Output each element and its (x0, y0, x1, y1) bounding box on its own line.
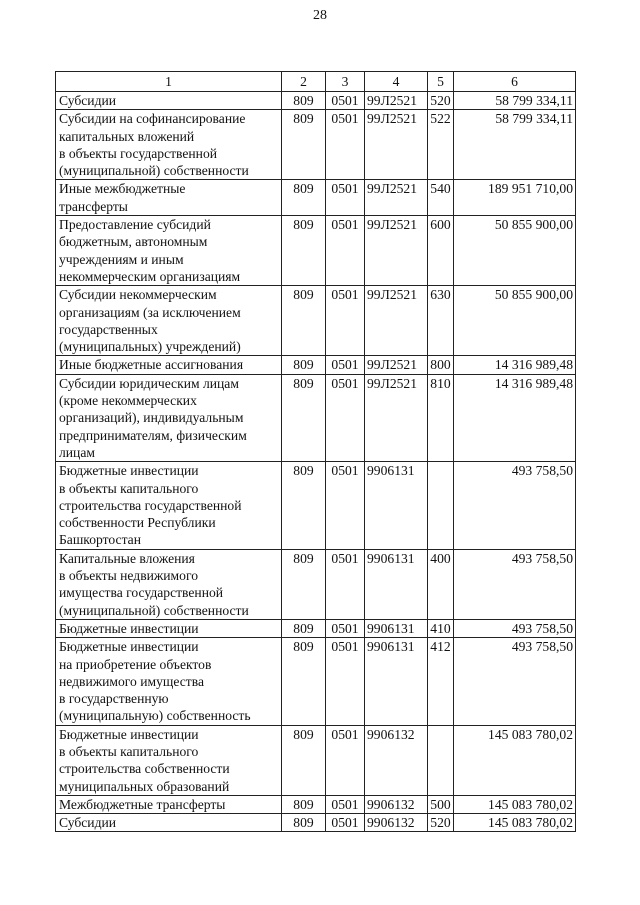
expense-name-line: в государственную (59, 691, 169, 707)
amount: 493 758,50 (454, 619, 576, 637)
amount: 14 316 989,48 (454, 374, 576, 461)
amount: 145 083 780,02 (454, 725, 576, 795)
amount: 493 758,50 (454, 638, 576, 725)
expense-name-line: Субсидии юридическим лицам (59, 375, 239, 391)
expense-name-line: Субсидии на софинансирование (59, 111, 246, 127)
expense-name-line: капитальных вложений (59, 128, 195, 144)
expense-type-code: 520 (428, 92, 454, 110)
expense-type-code: 400 (428, 549, 454, 619)
target-article-code: 9906131 (365, 462, 428, 549)
target-article-code: 99Л2521 (365, 216, 428, 286)
department-code: 809 (282, 356, 326, 374)
expense-name-line: Бюджетные инвестиции (59, 639, 199, 655)
amount: 14 316 989,48 (454, 356, 576, 374)
expense-name-line: строительства собственности (59, 761, 230, 777)
expense-type-code: 810 (428, 374, 454, 461)
amount: 50 855 900,00 (454, 216, 576, 286)
table-row (56, 619, 576, 637)
expense-type-code: 520 (428, 814, 454, 832)
department-code: 809 (282, 549, 326, 619)
header-name: 1 (56, 72, 282, 92)
table-row (56, 549, 576, 619)
section-code: 0501 (326, 286, 365, 356)
amount: 145 083 780,02 (454, 814, 576, 832)
expense-name (56, 92, 282, 110)
department-code: 809 (282, 286, 326, 356)
amount: 50 855 900,00 (454, 286, 576, 356)
expense-name-line: в объекты недвижимого (59, 568, 198, 584)
amount: 58 799 334,11 (454, 110, 576, 180)
expense-name (56, 110, 282, 180)
expense-name-line: некоммерческим организациям (59, 268, 241, 284)
expense-name-line: недвижимого имущества (59, 673, 204, 689)
target-article-code: 9906131 (365, 549, 428, 619)
expense-name (56, 619, 282, 637)
expense-name-line: строительства государственной (59, 497, 242, 513)
table-body (56, 92, 576, 832)
expense-name-line: в объекты капитального (59, 480, 199, 496)
target-article-code: 99Л2521 (365, 180, 428, 216)
header-cs: 4 (365, 72, 428, 92)
department-code: 809 (282, 638, 326, 725)
target-article-code: 99Л2521 (365, 110, 428, 180)
expense-name-line: организаций), индивидуальным (59, 410, 244, 426)
expense-name-line: Субсидии (59, 93, 117, 108)
page-number: 28 (313, 8, 327, 23)
section-code: 0501 (326, 814, 365, 832)
expense-name (56, 356, 282, 374)
expense-type-code: 540 (428, 180, 454, 216)
target-article-code: 9906131 (365, 638, 428, 725)
table-row (56, 374, 576, 461)
expense-name-line: Башкортостан (59, 532, 141, 548)
target-article-code: 99Л2521 (365, 374, 428, 461)
expense-name (56, 795, 282, 813)
expense-name-line: (муниципальную) собственность (59, 708, 251, 724)
amount: 493 758,50 (454, 462, 576, 549)
table-row (56, 795, 576, 813)
expense-name-line: Иные бюджетные ассигнования (59, 357, 244, 373)
expense-name-line: на приобретение объектов (59, 656, 212, 672)
amount: 58 799 334,11 (454, 92, 576, 110)
department-code: 809 (282, 92, 326, 110)
expense-name (56, 180, 282, 216)
expense-type-code (428, 725, 454, 795)
expense-name (56, 725, 282, 795)
table-row (56, 814, 576, 832)
expense-type-code: 630 (428, 286, 454, 356)
section-code: 0501 (326, 725, 365, 795)
table-row (56, 92, 576, 110)
department-code: 809 (282, 725, 326, 795)
expense-name-line: (муниципальной) собственности (59, 602, 249, 618)
expense-type-code: 500 (428, 795, 454, 813)
table-row (56, 180, 576, 216)
expense-name-line: (муниципальной) собственности (59, 163, 249, 179)
department-code: 809 (282, 795, 326, 813)
header-row (56, 72, 576, 92)
expense-name-line: Капитальные вложения (59, 550, 195, 566)
expense-name-line: предпринимателям, физическим (59, 427, 247, 443)
section-code: 0501 (326, 619, 365, 637)
expense-name (56, 286, 282, 356)
expense-name-line: учреждениям и иным (59, 251, 184, 267)
section-code: 0501 (326, 549, 365, 619)
budget-table (55, 71, 576, 832)
expense-name-line: в объекты капитального (59, 743, 199, 759)
target-article-code: 9906132 (365, 814, 428, 832)
table-row (56, 110, 576, 180)
expense-name-line: Бюджетные инвестиции (59, 620, 199, 636)
expense-name (56, 549, 282, 619)
expense-type-code: 600 (428, 216, 454, 286)
table-row (56, 356, 576, 374)
expense-type-code: 410 (428, 619, 454, 637)
target-article-code: 9906132 (365, 725, 428, 795)
section-code: 0501 (326, 795, 365, 813)
expense-name-line: Бюджетные инвестиции (59, 726, 199, 742)
expense-name-line: трансферты (59, 198, 128, 214)
expense-name-line: Субсидии некоммерческим (59, 287, 217, 303)
expense-name-line: бюджетным, автономным (59, 234, 208, 250)
section-code: 0501 (326, 374, 365, 461)
amount: 493 758,50 (454, 549, 576, 619)
table-row (56, 462, 576, 549)
section-code: 0501 (326, 462, 365, 549)
expense-name-line: Субсидии (59, 815, 117, 831)
header-rz: 3 (326, 72, 365, 92)
section-code: 0501 (326, 180, 365, 216)
amount: 145 083 780,02 (454, 795, 576, 813)
expense-name-line: муниципальных образований (59, 778, 230, 794)
expense-name-line: в объекты государственной (59, 145, 218, 161)
expense-name-line: имущества государственной (59, 585, 224, 601)
target-article-code: 99Л2521 (365, 356, 428, 374)
expense-name-line: организациям (за исключением (59, 304, 241, 320)
section-code: 0501 (326, 92, 365, 110)
expense-type-code: 522 (428, 110, 454, 180)
expense-type-code: 412 (428, 638, 454, 725)
expense-name-line: Иные межбюджетные (59, 181, 186, 197)
header-vr: 5 (428, 72, 454, 92)
section-code: 0501 (326, 638, 365, 725)
department-code: 809 (282, 619, 326, 637)
table-row (56, 216, 576, 286)
expense-type-code (428, 462, 454, 549)
expense-name (56, 462, 282, 549)
department-code: 809 (282, 374, 326, 461)
header-ved: 2 (282, 72, 326, 92)
section-code: 0501 (326, 110, 365, 180)
department-code: 809 (282, 814, 326, 832)
department-code: 809 (282, 216, 326, 286)
expense-name-line: Бюджетные инвестиции (59, 463, 199, 479)
target-article-code: 9906132 (365, 795, 428, 813)
expense-type-code: 800 (428, 356, 454, 374)
amount: 189 951 710,00 (454, 180, 576, 216)
table-row (56, 286, 576, 356)
department-code: 809 (282, 180, 326, 216)
table-row (56, 638, 576, 725)
expense-name-line: (муниципальных) учреждений) (59, 339, 241, 355)
expense-name (56, 216, 282, 286)
department-code: 809 (282, 110, 326, 180)
expense-name (56, 638, 282, 725)
target-article-code: 9906131 (365, 619, 428, 637)
expense-name (56, 814, 282, 832)
expense-name-line: лицам (59, 444, 95, 460)
target-article-code: 99Л2521 (365, 92, 428, 110)
expense-name-line: (кроме некоммерческих (59, 393, 197, 409)
expense-name-line: государственных (59, 321, 158, 337)
expense-name-line: Межбюджетные трансферты (59, 796, 226, 812)
section-code: 0501 (326, 216, 365, 286)
header-sum: 6 (454, 72, 576, 92)
target-article-code: 99Л2521 (365, 286, 428, 356)
expense-name-line: Предоставление субсидий (59, 217, 211, 233)
expense-name-line: собственности Республики (59, 515, 216, 531)
section-code: 0501 (326, 356, 365, 374)
department-code: 809 (282, 462, 326, 549)
table-row (56, 725, 576, 795)
expense-name (56, 374, 282, 461)
